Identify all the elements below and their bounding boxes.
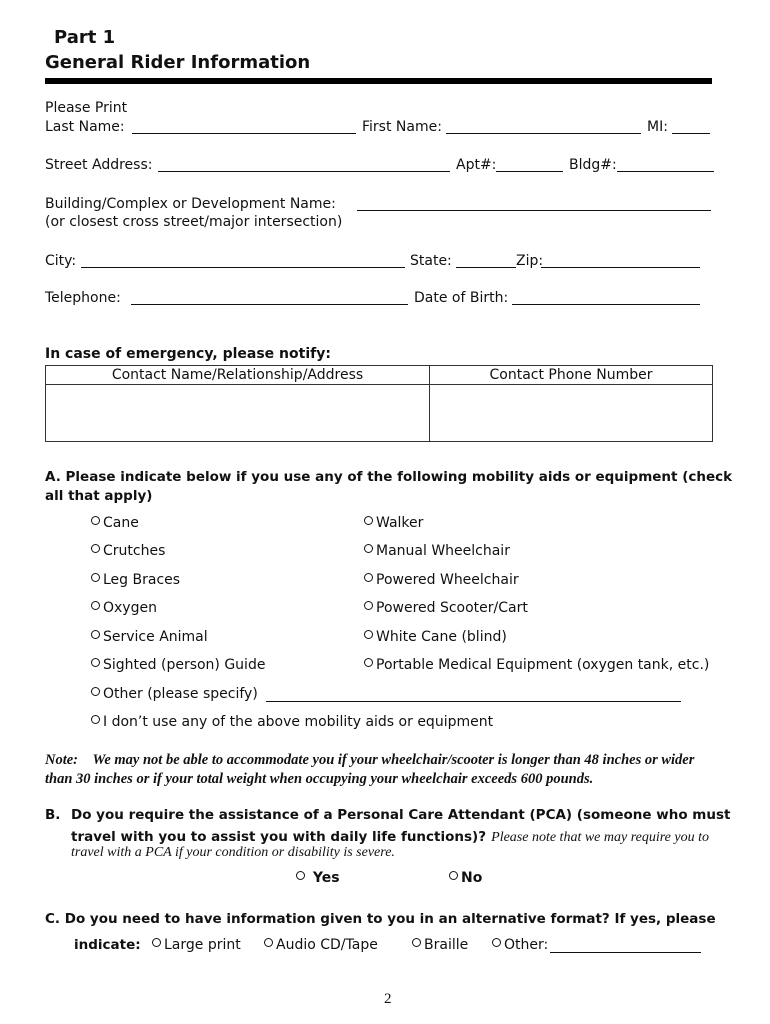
first-name-label: First Name: [362,119,442,135]
state-field[interactable] [456,267,516,268]
last-name-field[interactable] [132,133,356,134]
section-a-line1: A. Please indicate below if you use any of the following mobility aids or equipment (check [45,469,733,485]
radio-circle-icon[interactable] [91,516,100,525]
option-braille[interactable]: Braille [412,937,468,953]
option-other-format[interactable]: Other: [492,937,548,953]
option-large-print[interactable]: Large print [152,937,241,953]
radio-circle-icon[interactable] [296,871,305,880]
street-label: Street Address: [45,157,153,173]
telephone-field[interactable] [131,304,408,305]
emergency-col-phone: Contact Phone Number [430,366,713,385]
radio-circle-icon[interactable] [364,658,373,667]
note-label: Note: [45,752,79,768]
radio-circle-icon[interactable] [412,938,421,947]
emergency-col-contact: Contact Name/Relationship/Address [46,366,430,385]
option-crutches[interactable]: Crutches [91,543,165,559]
radio-circle-icon[interactable] [364,544,373,553]
radio-circle-icon[interactable] [364,601,373,610]
mi-field[interactable] [672,133,710,134]
note-line2: than 30 inches or if your total weight when occupying your wheelchair exceeds 600 pounds. [45,771,594,787]
bldg-field[interactable] [617,171,714,172]
emergency-table [45,365,713,442]
emergency-heading: In case of emergency, please notify: [45,346,331,362]
radio-circle-icon[interactable] [91,715,100,724]
radio-circle-icon[interactable] [152,938,161,947]
state-label: State: [410,253,452,269]
emergency-contact-cell[interactable] [46,385,430,442]
section-b-note: Please note that we may require you to [491,830,709,845]
note-text [45,752,694,769]
first-name-field[interactable] [446,133,641,134]
dob-field[interactable] [512,304,700,305]
please-print-label: Please Print [45,100,128,116]
option-yes[interactable]: Yes [296,870,340,886]
section-c-indicate: indicate: [74,937,141,953]
radio-circle-icon[interactable] [364,516,373,525]
radio-circle-icon[interactable] [91,573,100,582]
option-white-cane[interactable]: White Cane (blind) [364,629,507,645]
option-powered-scooter[interactable]: Powered Scooter/Cart [364,600,528,616]
section-b-line2-wrap [71,826,709,846]
radio-circle-icon[interactable] [91,687,100,696]
option-portable-medical[interactable]: Portable Medical Equipment (oxygen tank, etc.) [364,657,709,673]
option-leg-braces[interactable]: Leg Braces [91,572,180,588]
section-b-line3: travel with a PCA if your condition or disability is severe. [71,845,395,860]
radio-circle-icon[interactable] [364,630,373,639]
dob-label: Date of Birth: [414,290,509,306]
option-other[interactable]: Other (please specify) [91,686,258,702]
section-b-letter: B. [45,807,61,823]
zip-field[interactable] [541,267,700,268]
other-format-field[interactable] [550,952,701,953]
section-a-line2: all that apply) [45,488,153,504]
option-service-animal[interactable]: Service Animal [91,629,208,645]
telephone-label: Telephone: [45,290,121,306]
bldg-label: Bldg#: [569,157,617,173]
radio-circle-icon[interactable] [91,658,100,667]
page-number: 2 [384,991,392,1007]
option-sighted-guide[interactable]: Sighted (person) Guide [91,657,265,673]
option-audio-cd[interactable]: Audio CD/Tape [264,937,378,953]
last-name-label: Last Name: [45,119,125,135]
emergency-phone-cell[interactable] [430,385,713,442]
part-label: Part 1 [54,27,116,48]
radio-circle-icon[interactable] [91,630,100,639]
building-field[interactable] [357,210,711,211]
zip-label: Zip: [516,253,544,269]
title-rule [45,78,712,84]
option-walker[interactable]: Walker [364,515,423,531]
mi-label: MI: [647,119,668,135]
radio-circle-icon[interactable] [91,544,100,553]
option-oxygen[interactable]: Oxygen [91,600,157,616]
option-no[interactable]: No [449,870,482,886]
page-title: General Rider Information [45,52,311,73]
other-specify-field[interactable] [266,701,681,702]
section-b-line1: Do you require the assistance of a Personal Care Attendant (PCA) (someone who must [71,807,731,823]
street-field[interactable] [158,171,450,172]
option-none[interactable]: I don’t use any of the above mobility aids or equipment [91,714,493,730]
section-b-line2: travel with you to assist you with daily life functions)? [71,829,487,845]
building-note: (or closest cross street/major intersection) [45,214,343,230]
radio-circle-icon[interactable] [449,871,458,880]
radio-circle-icon[interactable] [264,938,273,947]
radio-circle-icon[interactable] [364,573,373,582]
option-powered-wheelchair[interactable]: Powered Wheelchair [364,572,519,588]
apt-field[interactable] [496,171,563,172]
option-manual-wheelchair[interactable]: Manual Wheelchair [364,543,510,559]
section-c-line1: C. Do you need to have information given to you in an alternative format? If yes, please [45,911,716,927]
apt-label: Apt#: [456,157,497,173]
city-label: City: [45,253,77,269]
radio-circle-icon[interactable] [91,601,100,610]
note-line1: We may not be able to accommodate you if your wheelchair/scooter is longer than 48 inches or wider [92,752,695,768]
option-cane[interactable]: Cane [91,515,139,531]
building-label: Building/Complex or Development Name: [45,196,336,212]
radio-circle-icon[interactable] [492,938,501,947]
city-field[interactable] [81,267,405,268]
